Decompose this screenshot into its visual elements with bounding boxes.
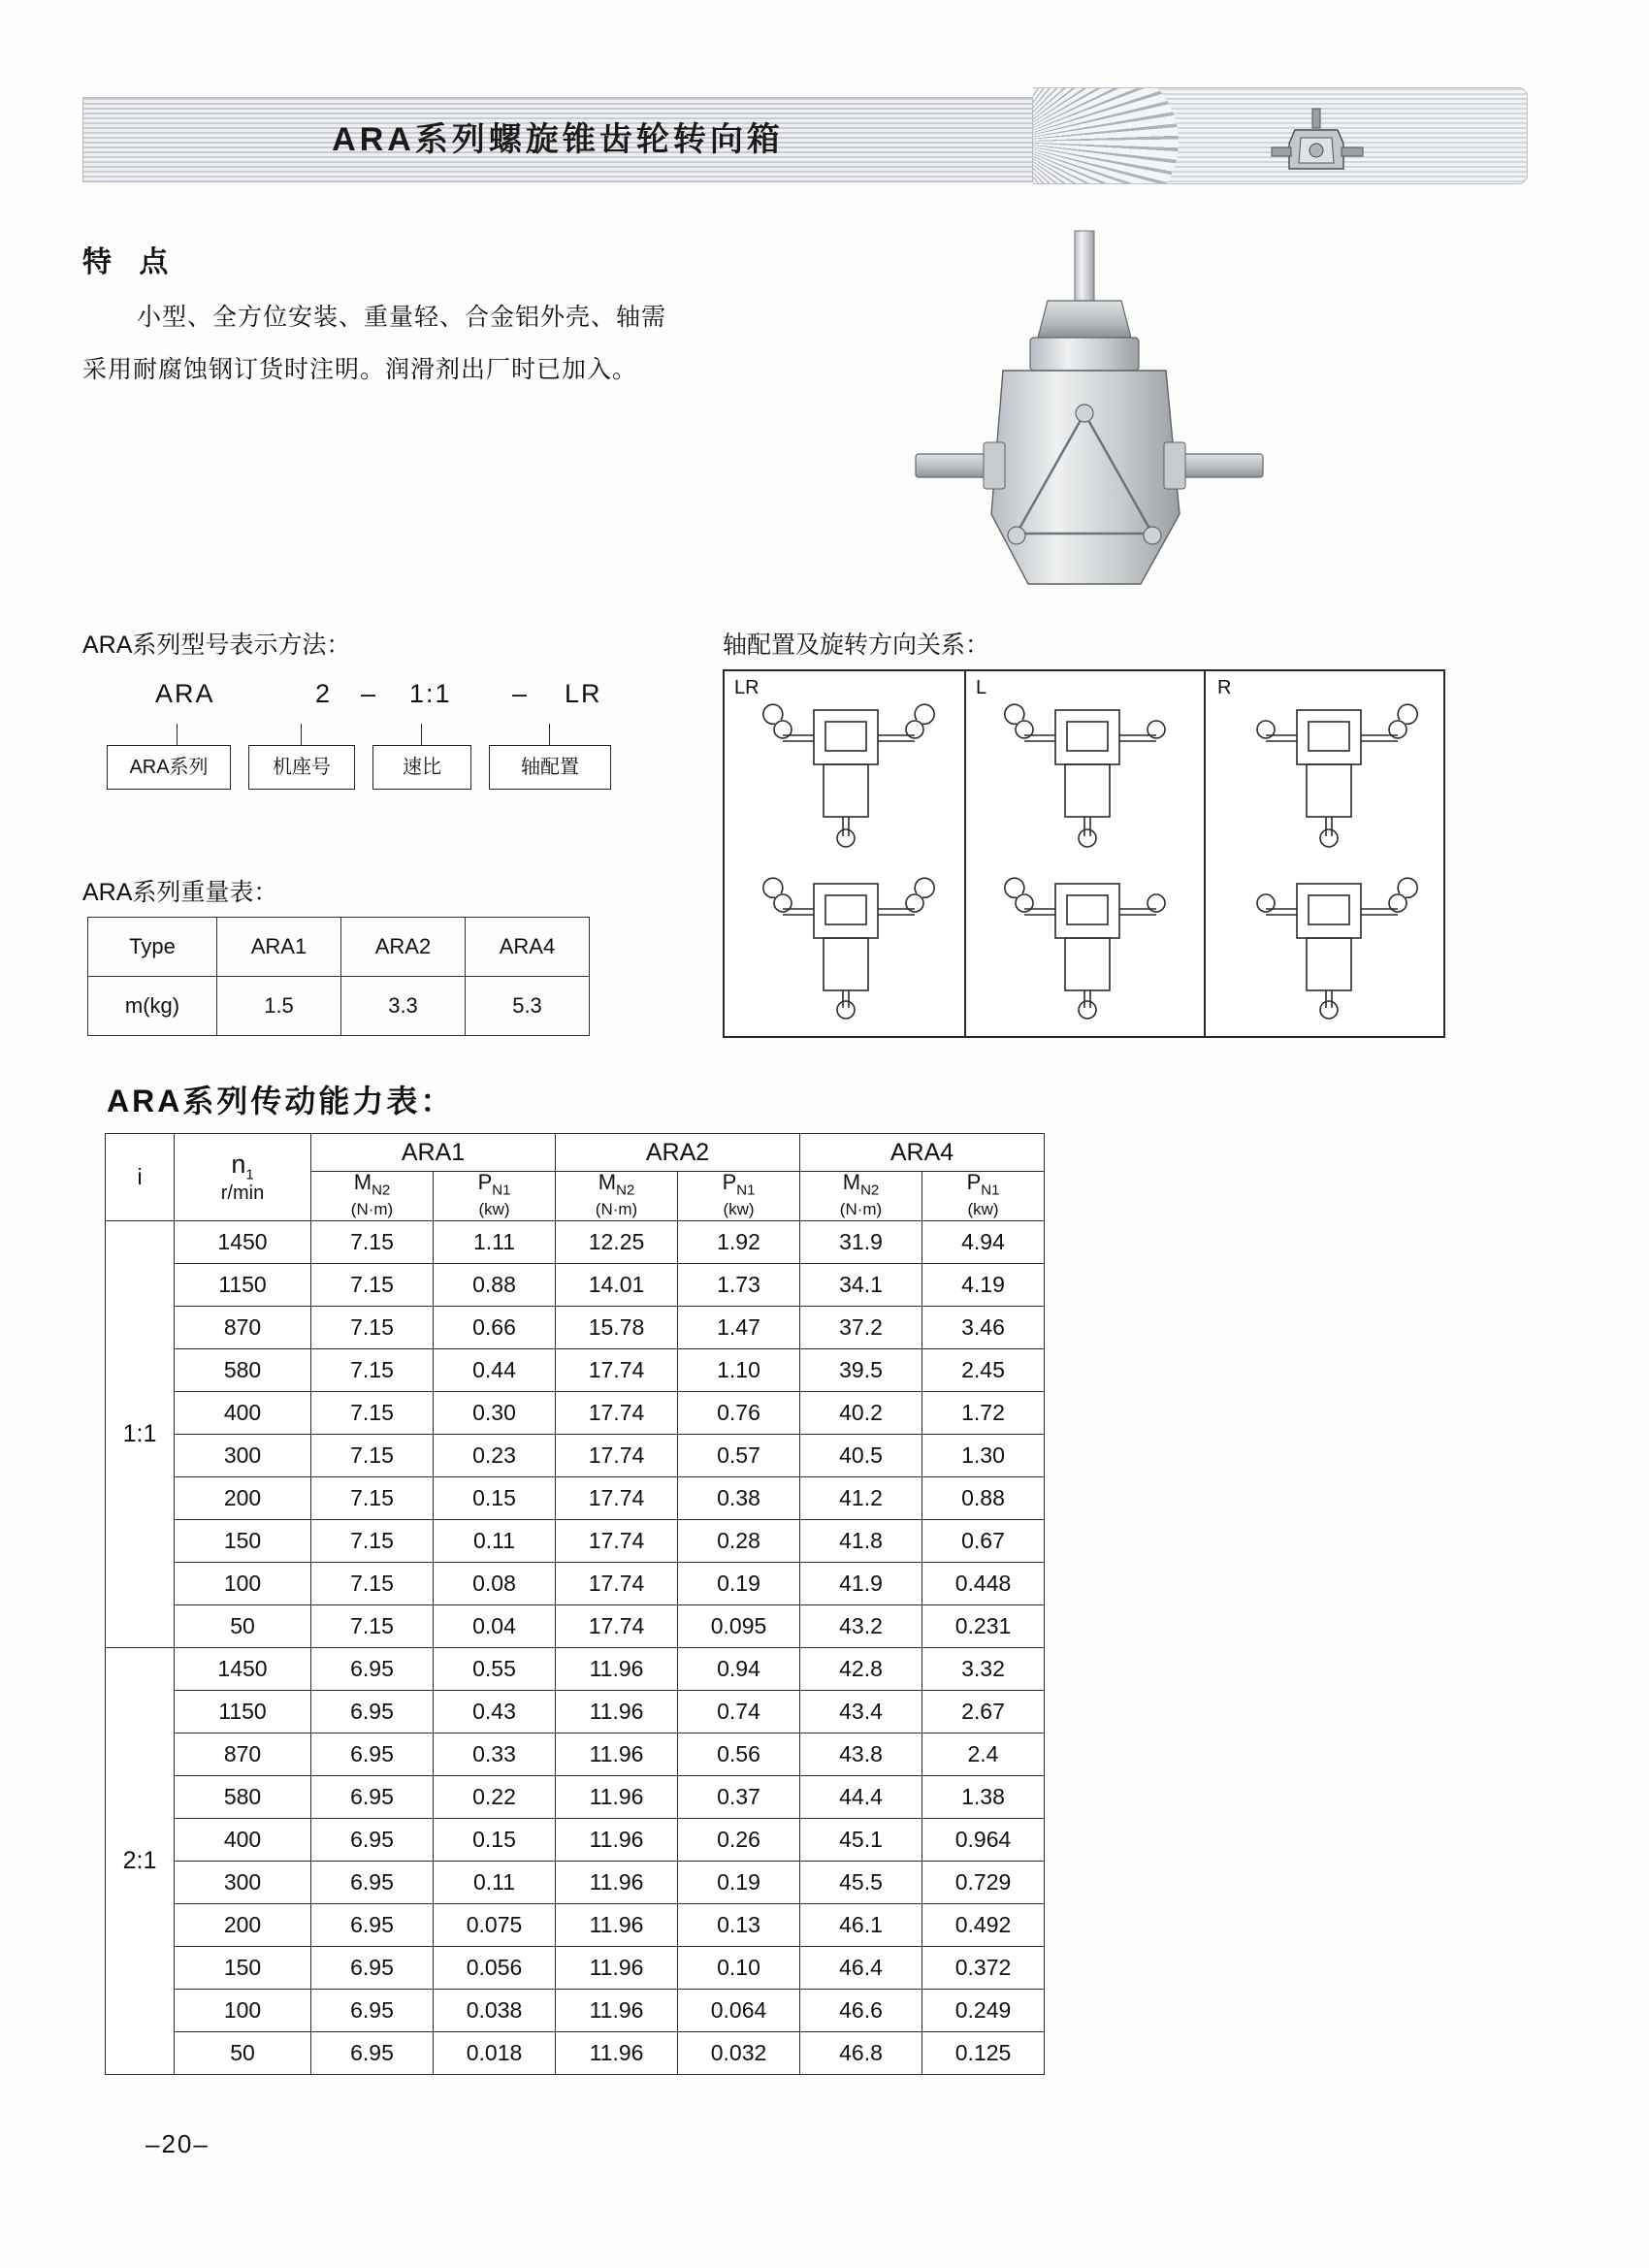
speed-cell: 100 (175, 1563, 311, 1605)
value-cell: 1.11 (434, 1221, 556, 1264)
weight-value-ara4: 5.3 (466, 977, 590, 1036)
value-cell: 7.15 (311, 1563, 434, 1605)
header-ara2-mn2: $M_{N2}$ (N·m) (556, 1172, 678, 1221)
capability-table-body (106, 1221, 1045, 2075)
model-tick-3 (421, 724, 422, 745)
value-cell: 1.10 (678, 1349, 800, 1392)
value-cell: 7.15 (311, 1477, 434, 1520)
value-cell: 0.11 (434, 1520, 556, 1563)
value-cell: 0.88 (922, 1477, 1045, 1520)
model-tick-4 (549, 724, 550, 745)
product-photo (902, 223, 1280, 611)
value-cell: 43.4 (800, 1691, 922, 1733)
features-heading: 特 点 (82, 246, 178, 278)
weight-header-type: Type (88, 918, 217, 977)
value-cell: 40.2 (800, 1392, 922, 1435)
value-cell: 0.038 (434, 1990, 556, 2032)
shaft-arrangement-label: 轴配置及旋转方向关系： (723, 632, 990, 659)
value-cell: 0.095 (678, 1605, 800, 1648)
table-row (106, 1264, 1045, 1307)
value-cell: 0.448 (922, 1563, 1045, 1605)
value-cell: 0.056 (434, 1947, 556, 1990)
value-cell: 0.032 (678, 2032, 800, 2075)
weight-table (87, 917, 590, 1036)
value-cell: 17.74 (556, 1392, 678, 1435)
header-ara2-pn1: $P_{N1}$ (kw) (678, 1172, 800, 1221)
value-cell: 46.4 (800, 1947, 922, 1990)
table-row (106, 1990, 1045, 2032)
value-cell: 0.37 (678, 1776, 800, 1819)
value-cell: 7.15 (311, 1221, 434, 1264)
value-cell: 11.96 (556, 1904, 678, 1947)
page-number: –20– (146, 2129, 210, 2158)
value-cell: 0.11 (434, 1862, 556, 1904)
speed-cell: 400 (175, 1819, 311, 1862)
value-cell: 6.95 (311, 1648, 434, 1691)
shaft-diagram-l-top (966, 671, 1206, 855)
table-row (106, 1904, 1045, 1947)
header-n1-unit: r/min (220, 1183, 265, 1205)
speed-cell: 1450 (175, 1221, 311, 1264)
shaft-diagram-r-top (1208, 671, 1447, 855)
value-cell: 46.6 (800, 1990, 922, 2032)
value-cell: 1.72 (922, 1392, 1045, 1435)
header-group-ara1: ARA1 (311, 1134, 556, 1172)
value-cell: 2.67 (922, 1691, 1045, 1733)
value-cell: 2.45 (922, 1349, 1045, 1392)
value-cell: 0.125 (922, 2032, 1045, 2075)
table-row (106, 1563, 1045, 1605)
page-title: ARA系列螺旋锥齿轮转向箱 (332, 121, 784, 158)
value-cell: 42.8 (800, 1648, 922, 1691)
ratio-cell: 1:1 (106, 1221, 175, 1648)
value-cell: 11.96 (556, 1819, 678, 1862)
speed-cell: 50 (175, 1605, 311, 1648)
value-cell: 0.15 (434, 1819, 556, 1862)
header-i: i (106, 1134, 175, 1221)
value-cell: 6.95 (311, 1904, 434, 1947)
speed-cell: 200 (175, 1477, 311, 1520)
speed-cell: 100 (175, 1990, 311, 2032)
value-cell: 0.66 (434, 1307, 556, 1349)
table-row (106, 1307, 1045, 1349)
value-cell: 45.1 (800, 1819, 922, 1862)
value-cell: 7.15 (311, 1349, 434, 1392)
value-cell: 0.964 (922, 1819, 1045, 1862)
value-cell: 11.96 (556, 1990, 678, 2032)
weight-header-ara4: ARA4 (466, 918, 590, 977)
shaft-cell-lr-top (725, 671, 964, 855)
features-line-1: 小型、全方位安装、重量轻、合金铝外壳、轴需 (137, 304, 667, 331)
gearbox-icon (1266, 105, 1373, 182)
model-part-frame: 2 (315, 679, 333, 708)
speed-cell: 1150 (175, 1264, 311, 1307)
table-row (106, 1349, 1045, 1392)
value-cell: 0.075 (434, 1904, 556, 1947)
value-cell: 0.28 (678, 1520, 800, 1563)
value-cell: 11.96 (556, 1648, 678, 1691)
speed-cell: 300 (175, 1862, 311, 1904)
value-cell: 4.94 (922, 1221, 1045, 1264)
weight-header-ara2: ARA2 (341, 918, 466, 977)
value-cell: 15.78 (556, 1307, 678, 1349)
value-cell: 3.46 (922, 1307, 1045, 1349)
table-row (106, 1691, 1045, 1733)
speed-cell: 580 (175, 1776, 311, 1819)
value-cell: 0.372 (922, 1947, 1045, 1990)
value-cell: 6.95 (311, 1947, 434, 1990)
weight-table-label: ARA系列重量表： (82, 879, 278, 906)
table-row (106, 1648, 1045, 1691)
value-cell: 46.8 (800, 2032, 922, 2075)
shaft-diagram-l-bottom (966, 855, 1206, 1038)
value-cell: 11.96 (556, 2032, 678, 2075)
features-line-2: 采用耐腐蚀钢订货时注明。润滑剂出厂时已加入。 (82, 356, 638, 383)
value-cell: 41.2 (800, 1477, 922, 1520)
value-cell: 14.01 (556, 1264, 678, 1307)
value-cell: 0.19 (678, 1563, 800, 1605)
value-cell: 0.018 (434, 2032, 556, 2075)
value-cell: 0.56 (678, 1733, 800, 1776)
value-cell: 40.5 (800, 1435, 922, 1477)
value-cell: 0.22 (434, 1776, 556, 1819)
value-cell: 34.1 (800, 1264, 922, 1307)
model-legend-series: ARA系列 (107, 745, 231, 790)
speed-cell: 1150 (175, 1691, 311, 1733)
table-header-row (106, 1134, 1045, 1172)
capability-table (105, 1133, 1045, 2075)
table-row (106, 1947, 1045, 1990)
model-legend-config: 轴配置 (489, 745, 611, 790)
value-cell: 6.95 (311, 1990, 434, 2032)
shaft-cell-label-l: L (976, 677, 987, 698)
table-row (88, 977, 590, 1036)
value-cell: 2.4 (922, 1733, 1045, 1776)
table-row (106, 1862, 1045, 1904)
model-part-series: ARA (155, 679, 215, 708)
shaft-cell-label-r: R (1217, 677, 1232, 698)
shaft-cell-r-top (1208, 671, 1447, 855)
value-cell: 0.76 (678, 1392, 800, 1435)
weight-header-ara1: ARA1 (217, 918, 341, 977)
shaft-diagram-r-bottom (1208, 855, 1447, 1038)
value-cell: 7.15 (311, 1392, 434, 1435)
value-cell: 11.96 (556, 1862, 678, 1904)
header-ara1-pn1: $P_{N1}$ (kw) (434, 1172, 556, 1221)
speed-cell: 300 (175, 1435, 311, 1477)
speed-cell: 870 (175, 1307, 311, 1349)
value-cell: 0.88 (434, 1264, 556, 1307)
speed-cell: 400 (175, 1392, 311, 1435)
shaft-cell-r-bottom (1208, 855, 1447, 1038)
value-cell: 0.15 (434, 1477, 556, 1520)
value-cell: 0.43 (434, 1691, 556, 1733)
table-row (106, 1221, 1045, 1264)
model-part-dash-2: – (512, 679, 530, 708)
capability-table-head (106, 1134, 1045, 1221)
value-cell: 17.74 (556, 1605, 678, 1648)
value-cell: 7.15 (311, 1520, 434, 1563)
shaft-diagram-lr-top (725, 671, 964, 855)
table-row (106, 1477, 1045, 1520)
value-cell: 6.95 (311, 1862, 434, 1904)
banner-fan-decoration (1033, 87, 1179, 184)
speed-cell: 150 (175, 1520, 311, 1563)
shaft-arrangement-panel (723, 669, 1445, 1038)
value-cell: 1.92 (678, 1221, 800, 1264)
value-cell: 12.25 (556, 1221, 678, 1264)
features-text (82, 291, 761, 396)
value-cell: 0.33 (434, 1733, 556, 1776)
header-n1 (175, 1134, 311, 1221)
value-cell: 31.9 (800, 1221, 922, 1264)
value-cell: 0.249 (922, 1990, 1045, 2032)
model-designation-label: ARA系列型号表示方法： (82, 632, 351, 659)
value-cell: 43.8 (800, 1733, 922, 1776)
value-cell: 0.38 (678, 1477, 800, 1520)
value-cell: 0.57 (678, 1435, 800, 1477)
model-part-config: LR (565, 679, 602, 708)
value-cell: 46.1 (800, 1904, 922, 1947)
model-designation-row (146, 679, 669, 728)
value-cell: 6.95 (311, 1691, 434, 1733)
value-cell: 0.55 (434, 1648, 556, 1691)
value-cell: 11.96 (556, 1733, 678, 1776)
model-part-dash-1: – (361, 679, 378, 708)
shaft-cell-l-top (966, 671, 1206, 855)
value-cell: 0.08 (434, 1563, 556, 1605)
value-cell: 0.19 (678, 1862, 800, 1904)
value-cell: 7.15 (311, 1435, 434, 1477)
header-ara1-mn2: $M_{N2}$ (N·m) (311, 1172, 434, 1221)
shaft-diagram-lr-bottom (725, 855, 964, 1038)
value-cell: 0.064 (678, 1990, 800, 2032)
value-cell: 0.30 (434, 1392, 556, 1435)
header-group-ara2: ARA2 (556, 1134, 800, 1172)
value-cell: 45.5 (800, 1862, 922, 1904)
speed-cell: 50 (175, 2032, 311, 2075)
value-cell: 6.95 (311, 1776, 434, 1819)
table-row (106, 1520, 1045, 1563)
value-cell: 37.2 (800, 1307, 922, 1349)
value-cell: 17.74 (556, 1563, 678, 1605)
value-cell: 11.96 (556, 1691, 678, 1733)
table-row (106, 1819, 1045, 1862)
value-cell: 17.74 (556, 1520, 678, 1563)
value-cell: 17.74 (556, 1349, 678, 1392)
speed-cell: 200 (175, 1904, 311, 1947)
value-cell: 1.47 (678, 1307, 800, 1349)
value-cell: 0.231 (922, 1605, 1045, 1648)
table-row (106, 1435, 1045, 1477)
header-group-ara4: ARA4 (800, 1134, 1045, 1172)
model-part-ratio: 1:1 (409, 679, 452, 708)
table-row (106, 2032, 1045, 2075)
value-cell: 0.10 (678, 1947, 800, 1990)
value-cell: 6.95 (311, 2032, 434, 2075)
table-row (106, 1605, 1045, 1648)
ratio-cell: 2:1 (106, 1648, 175, 2075)
value-cell: 0.74 (678, 1691, 800, 1733)
weight-value-ara2: 3.3 (341, 977, 466, 1036)
value-cell: 1.30 (922, 1435, 1045, 1477)
table-row (106, 1733, 1045, 1776)
value-cell: 17.74 (556, 1477, 678, 1520)
weight-label-mass: m(kg) (88, 977, 217, 1036)
value-cell: 11.96 (556, 1947, 678, 1990)
model-tick-1 (177, 724, 178, 745)
value-cell: 0.44 (434, 1349, 556, 1392)
speed-cell: 580 (175, 1349, 311, 1392)
value-cell: 0.23 (434, 1435, 556, 1477)
capability-table-title: ARA系列传动能力表： (107, 1084, 455, 1118)
table-row (106, 1392, 1045, 1435)
value-cell: 17.74 (556, 1435, 678, 1477)
value-cell: 11.96 (556, 1776, 678, 1819)
header-ara4-mn2: $M_{N2}$ (N·m) (800, 1172, 922, 1221)
table-row (106, 1776, 1045, 1819)
value-cell: 7.15 (311, 1605, 434, 1648)
value-cell: 0.26 (678, 1819, 800, 1862)
page-header-banner (82, 97, 1440, 182)
value-cell: 3.32 (922, 1648, 1045, 1691)
header-ara4-pn1: $P_{N1}$ (kw) (922, 1172, 1045, 1221)
value-cell: 39.5 (800, 1349, 922, 1392)
value-cell: 0.67 (922, 1520, 1045, 1563)
value-cell: 4.19 (922, 1264, 1045, 1307)
value-cell: 7.15 (311, 1264, 434, 1307)
speed-cell: 150 (175, 1947, 311, 1990)
speed-cell: 870 (175, 1733, 311, 1776)
value-cell: 0.94 (678, 1648, 800, 1691)
header-n1-symbol: $n_1$ (231, 1149, 254, 1183)
shaft-cell-l-bottom (966, 855, 1206, 1038)
value-cell: 0.13 (678, 1904, 800, 1947)
shaft-cell-lr-bottom (725, 855, 964, 1038)
table-row (88, 918, 590, 977)
value-cell: 0.04 (434, 1605, 556, 1648)
shaft-cell-label-lr: LR (734, 677, 760, 698)
value-cell: 7.15 (311, 1307, 434, 1349)
value-cell: 44.4 (800, 1776, 922, 1819)
value-cell: 6.95 (311, 1819, 434, 1862)
value-cell: 41.9 (800, 1563, 922, 1605)
weight-value-ara1: 1.5 (217, 977, 341, 1036)
value-cell: 1.73 (678, 1264, 800, 1307)
value-cell: 43.2 (800, 1605, 922, 1648)
value-cell: 1.38 (922, 1776, 1045, 1819)
model-legend-ratio: 速比 (372, 745, 471, 790)
speed-cell: 1450 (175, 1648, 311, 1691)
value-cell: 0.729 (922, 1862, 1045, 1904)
value-cell: 41.8 (800, 1520, 922, 1563)
model-tick-2 (301, 724, 302, 745)
model-legend-frame: 机座号 (248, 745, 355, 790)
value-cell: 0.492 (922, 1904, 1045, 1947)
value-cell: 6.95 (311, 1733, 434, 1776)
